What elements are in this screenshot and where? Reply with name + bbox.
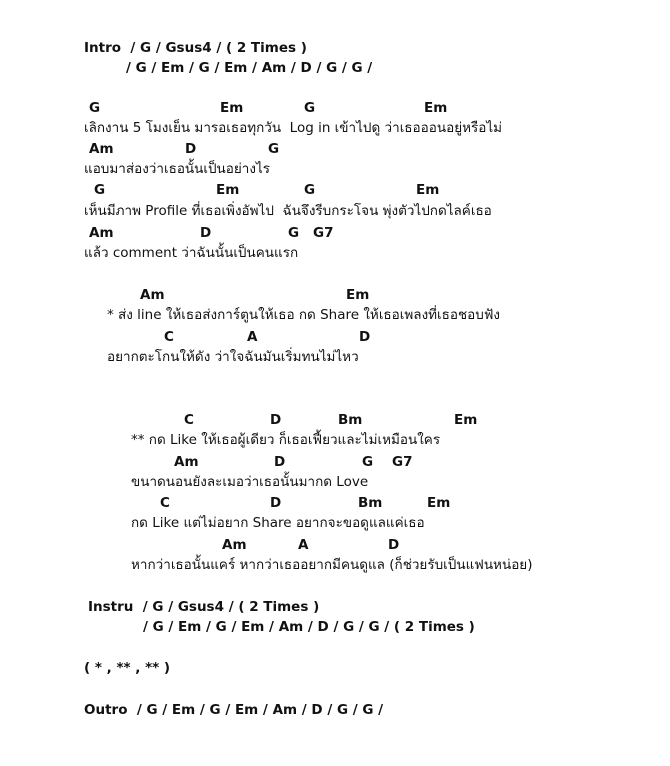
instru-progression: / G / Em / G / Em / Am / D / G / G / ( 2 Times ) (143, 619, 475, 635)
chord: C (160, 495, 170, 511)
lyric-line: แอบมาส่องว่าเธอนั้นเป็นอย่างไร (84, 161, 271, 177)
lyric-line: กด Like แต่ไม่อยาก Share อยากจะขอดูแลแค่เธอ (131, 515, 425, 531)
lyric-line: ขนาดนอนยังละเมอว่าเธอนั้นมากด Love (131, 474, 369, 490)
lyric-line: เลิกงาน 5 โมงเย็น มารอเธอทุกวัน Log in เข้าไปดู ว่าเธอออนอยู่หรือไม่ (84, 120, 503, 136)
intro-progression: / G / Em / G / Em / Am / D / G / G / (126, 60, 373, 76)
chord: D (388, 537, 400, 553)
lyric-line: เห็นมีภาพ Profile ที่เธอเพิ่งอัพไป ฉันจึงรีบกระโจน พุ่งตัวไปกดไลค์เธอ (84, 203, 492, 219)
chord: Em (427, 495, 451, 511)
chord: G (304, 182, 316, 198)
chord: C (164, 329, 174, 345)
chord: Em (454, 412, 478, 428)
outro-line: Outro / G / Em / G / Em / Am / D / G / G / (84, 702, 384, 718)
instru-line: Instru / G / Gsus4 / ( 2 Times ) (88, 599, 320, 615)
chord: D (200, 225, 212, 241)
chord: Am (174, 454, 199, 470)
chord: Em (216, 182, 240, 198)
chord: Em (424, 100, 448, 116)
intro-line: Intro / G / Gsus4 / ( 2 Times ) (84, 40, 307, 56)
chord: G (94, 182, 106, 198)
lyric-line: ** กด Like ให้เธอผู้เดียว ก็เธอเฟี้ยวและไม่เหมือนใคร (131, 432, 441, 448)
lyric-line: แล้ว comment ว่าฉันนั้นเป็นคนแรก (84, 245, 299, 261)
chord: Em (220, 100, 244, 116)
lyric-line: อยากตะโกนให้ดัง ว่าใจฉันมันเริ่มทนไม่ไหว (107, 349, 359, 365)
chord: D (359, 329, 371, 345)
chord: D (270, 495, 282, 511)
chord: Am (89, 141, 114, 157)
chord: G (362, 454, 374, 470)
chord: G (268, 141, 280, 157)
chord: G7 (392, 454, 413, 470)
chord: A (247, 329, 258, 345)
chord: Am (222, 537, 247, 553)
chord: Am (140, 287, 165, 303)
chord: Bm (338, 412, 363, 428)
chord: Am (89, 225, 114, 241)
chord: D (274, 454, 286, 470)
chord: D (270, 412, 282, 428)
lyric-line: * ส่ง line ให้เธอส่งการ์ตูนให้เธอ กด Share ให้เธอเพลงที่เธอชอบฟัง (107, 307, 501, 323)
chord: D (185, 141, 197, 157)
chord: A (298, 537, 309, 553)
chord: C (184, 412, 194, 428)
chord: G (304, 100, 316, 116)
lyric-line: หากว่าเธอนั้นแคร์ หากว่าเธออยากมีคนดูแล (ก็ช่วยรับเป็นแฟนหน่อย) (131, 557, 533, 573)
chord: Em (346, 287, 370, 303)
chord: Bm (358, 495, 383, 511)
chord: G (288, 225, 300, 241)
repeat-marker: ( * , ** , ** ) (84, 660, 171, 676)
chord: G (89, 100, 101, 116)
chord: G7 (313, 225, 334, 241)
chord: Em (416, 182, 440, 198)
